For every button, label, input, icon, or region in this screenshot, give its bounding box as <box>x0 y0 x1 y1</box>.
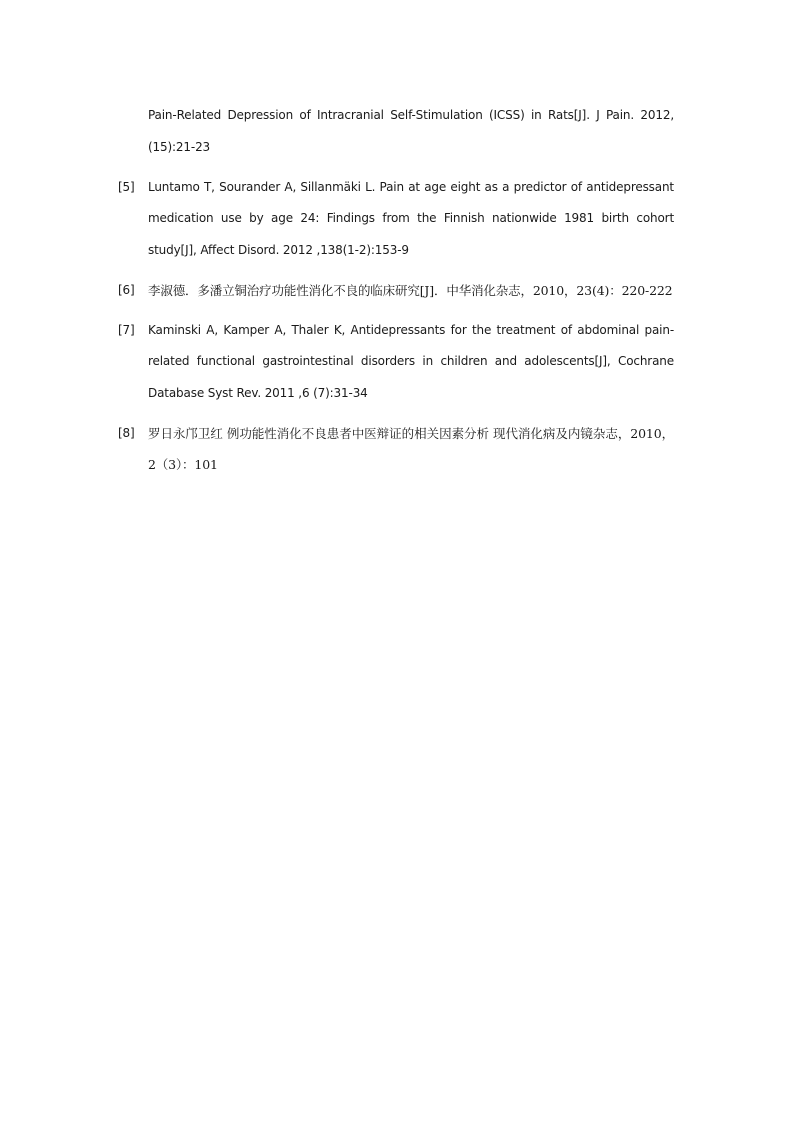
reference-item-5 <box>118 172 674 267</box>
reference-item-8 <box>118 418 674 481</box>
reference-text: Kaminski A, Kamper A, Thaler K, Antidepressants for the treatment of abdominal pain-related functional gastrointestinal disorders in children and adolescents[J], Cochrane Database Syst Rev. 2011 ,6 (7):31-34 <box>148 322 674 400</box>
reference-number: [6] <box>118 282 135 297</box>
reference-number: [8] <box>118 425 135 440</box>
reference-number: [5] <box>118 179 135 194</box>
reference-list <box>118 100 674 489</box>
reference-item-6 <box>118 275 674 307</box>
reference-item-7 <box>118 315 674 410</box>
reference-item-continued <box>118 100 674 163</box>
reference-number: [7] <box>118 322 135 337</box>
reference-text: Luntamo T, Sourander A, Sillanmäki L. Pain at age eight as a predictor of antidepressant medication use by age 24: Findings from the Finnish nationwide 1981 birth cohort study[J], Affect Disord. 2012 ,138(1-2):153-9 <box>148 179 674 257</box>
reference-text: 罗日永邝卫红 例功能性消化不良患者中医辩证的相关因素分析 现代消化病及内镜杂志，2010，2（3）：101 <box>148 425 674 472</box>
reference-text: 李淑德．多潘立铜治疗功能性消化不良的临床研究[J]．中华消化杂志，2010，23(4)：220-222 <box>148 282 673 298</box>
reference-text: Pain-Related Depression of Intracranial Self-Stimulation (ICSS) in Rats[J]. J Pain. 2012,(15):21-23 <box>148 108 674 154</box>
